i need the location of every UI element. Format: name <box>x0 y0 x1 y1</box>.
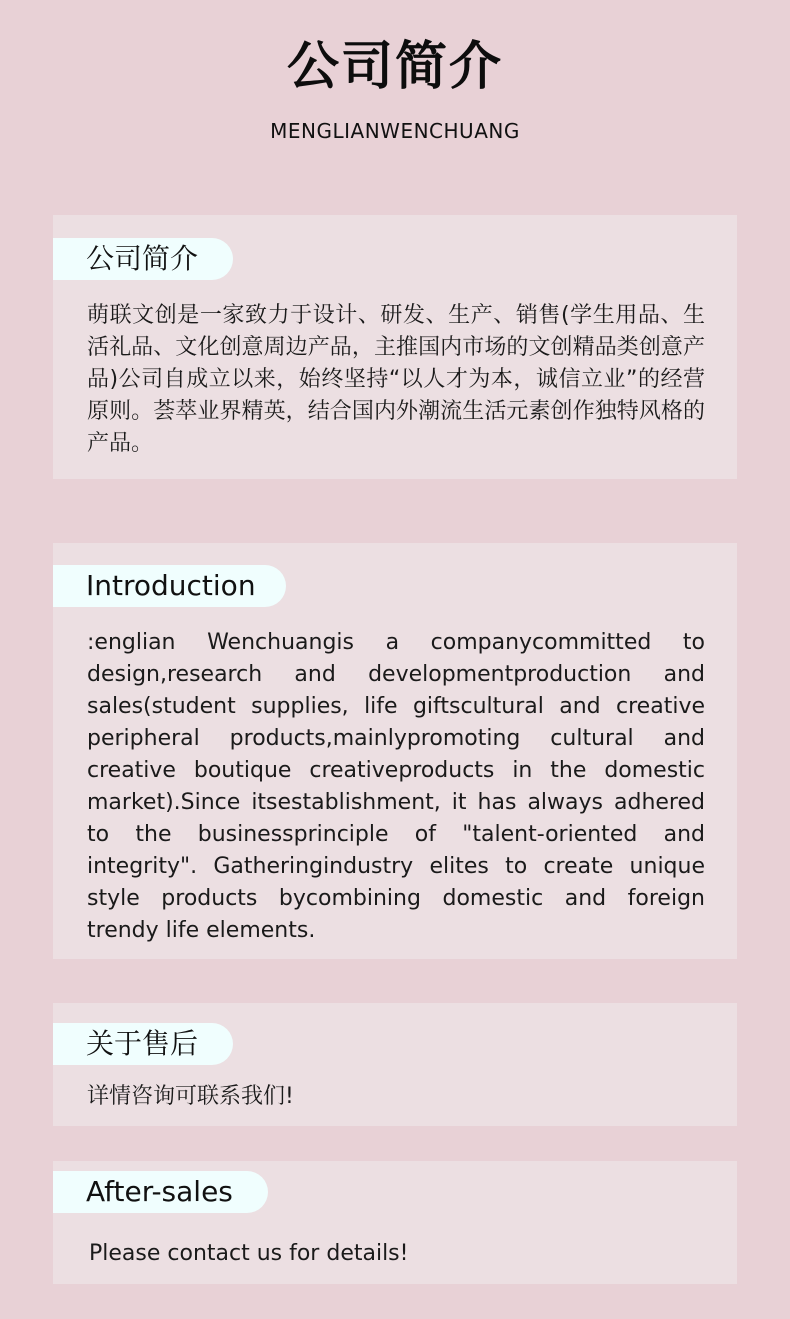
page-title: 公司简介 <box>286 37 503 97</box>
company-intro-panel <box>53 215 737 479</box>
after-sales-cn-text: 详情咨询可联系我们! <box>87 1084 294 1109</box>
after-sales-en-text: Please contact us for details! <box>89 1241 409 1266</box>
after-sales-cn-panel <box>53 1003 737 1126</box>
introduction-panel <box>53 543 737 959</box>
company-intro-heading: 公司简介 <box>53 238 233 280</box>
after-sales-cn-heading: 关于售后 <box>53 1023 233 1065</box>
introduction-text: :englian Wenchuangis a companycommitted to design,research and developmentproduction and sales(student supplies, life giftscultural and creative peripheral products,mainlypromoting cultural and creative boutique creativeproducts in the domestic market).Since itsestablishment, it has always adhered to the businessprinciple of "talent-oriented and integrity". Gatheringindustry elites to create unique style products bycombining domestic and foreign trendy life elements. <box>87 630 705 943</box>
page-subtitle: MENGLIANWENCHUANG <box>270 119 520 143</box>
company-intro-text: 萌联文创是一家致力于设计、研发、生产、销售(学生用品、生活礼品、文化创意周边产品，主推国内市场的文创精品类创意产品)公司自成立以来，始终坚持“以人才为本，诚信立业”的经营原则。荟萃业界精英，结合国内外潮流生活元素创作独特风格的产品。 <box>87 303 705 456</box>
after-sales-en-panel <box>53 1161 737 1284</box>
after-sales-en-heading: After-sales <box>53 1171 268 1213</box>
introduction-heading: Introduction <box>53 565 286 607</box>
